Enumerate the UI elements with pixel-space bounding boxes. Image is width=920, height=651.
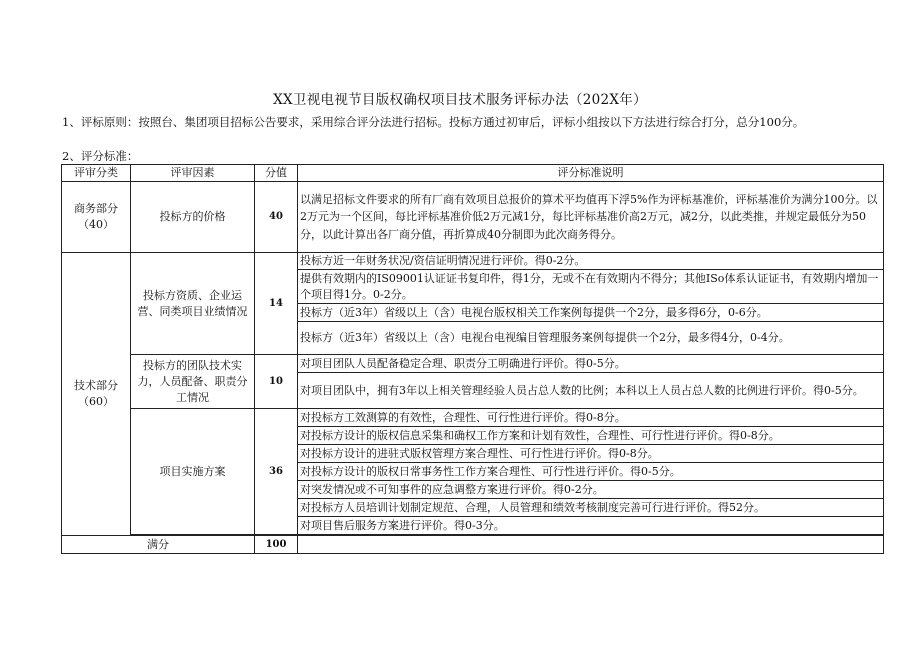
total-row — [62, 536, 884, 554]
criteria-item: 对投标方人员培训计划制定规范、合理，人员管理和绩效考核制度完善可行进行评价。得52分。 — [298, 499, 884, 517]
criteria-item: 对项目团队人员配备稳定合理、职责分工明确进行评价。得0-5分。 — [298, 355, 884, 373]
header-factor: 评审因素 — [131, 165, 255, 182]
business-score: 40 — [255, 182, 298, 253]
total-label: 满分 — [62, 536, 255, 554]
table-row — [62, 182, 884, 253]
total-score: 100 — [255, 536, 298, 554]
criteria-item: 投标方（近3年）省级以上（含）电视台电视编目管理服务案例每提供一个2分，最多得4分，0-4分。 — [298, 322, 884, 355]
business-factor: 投标方的价格 — [131, 182, 255, 253]
evaluation-principle: 1、评标原则：按照台、集团项目招标公告要求，采用综合评分法进行招标。投标方通过初审后，评标小组按以下方法进行综合打分，总分100分。 — [62, 115, 805, 129]
tech-score-plan: 36 — [255, 409, 298, 535]
tech-factor-plan: 项目实施方案 — [131, 409, 255, 535]
technical-category: 技术部分（60） — [62, 253, 131, 536]
business-category: 商务部分（40） — [62, 182, 131, 253]
criteria-item: 对投标方设计的版权信息采集和确权工作方案和计划有效性，合理性、可行性进行评价。得0-8分。 — [298, 427, 884, 445]
criteria-item: 对投标方工效测算的有效性，合理性、可行性进行评价。得0-8分。 — [298, 409, 884, 427]
criteria-item: 对项目售后服务方案进行评价。得0-3分。 — [298, 517, 884, 535]
tech-score-team: 10 — [255, 355, 298, 409]
header-score: 分值 — [255, 165, 298, 182]
business-criteria: 以满足招标文件要求的所有厂商有效项目总报价的算术平均值再下浮5%作为评标基准价，评标基准价为满分100分。以2万元为一个区间，每比评标基准价低2万元减1分，每比评标基准价高2万元，减2分，以此类推，并规定最低分为50分，以此计算出各厂商分值，再折算成40分制即为此次商务得分。 — [298, 182, 884, 253]
header-criteria: 评分标准说明 — [298, 165, 884, 182]
criteria-item: 对投标方设计的版权日常事务性工作方案合理性、可行性进行评价。得0-5分。 — [298, 463, 884, 481]
total-empty-cell — [298, 536, 884, 554]
criteria-item: 提供有效期内的IS09001认证证书复印件，得1分，无或不在有效期内不得分；其他ISo体系认证证书，有效期内增加一个项目得1分。0-2分。 — [298, 270, 884, 304]
tech-factor-team: 投标方的团队技术实力，人员配备、职责分工情况 — [131, 355, 255, 409]
criteria-item: 对项目团队中，拥有3年以上相关管理经验人员占总人数的比例；本科以上人员占总人数的比例进行评价。得0-5分。 — [298, 373, 884, 409]
scoring-table — [61, 164, 884, 554]
criteria-item: 对投标方设计的进驻式版权管理方案合理性、可行性进行评价。得0-8分。 — [298, 445, 884, 463]
criteria-item: 投标方（近3年）省级以上（含）电视台版权相关工作案例每提供一个2分，最多得6分，0-6分。 — [298, 304, 884, 322]
table-row — [62, 253, 884, 270]
scoring-standard-label: 2、评分标准： — [62, 149, 139, 163]
tech-factor-qualification: 投标方资质、企业运营、同类项目业绩情况 — [131, 253, 255, 355]
document-title: XX卫视电视节目版权确权项目技术服务评标办法（202X年） — [273, 92, 647, 108]
tech-score-qualification: 14 — [255, 253, 298, 355]
criteria-item: 投标方近一年财务状况/资信证明情况进行评价。得0-2分。 — [298, 253, 884, 270]
criteria-item: 对突发情况或不可知事件的应急调整方案进行评价。得0-2分。 — [298, 481, 884, 499]
header-category: 评审分类 — [62, 165, 131, 182]
table-header-row — [62, 165, 884, 182]
table-row — [62, 409, 884, 427]
table-row — [62, 355, 884, 373]
